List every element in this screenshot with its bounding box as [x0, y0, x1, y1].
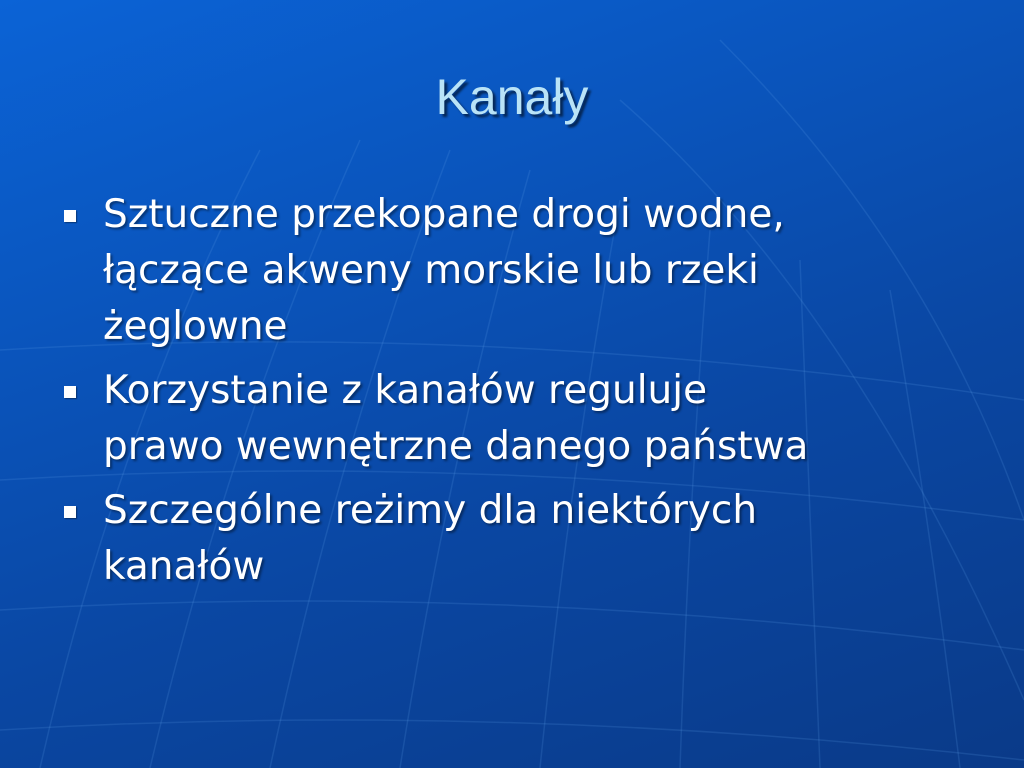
bullet-3-line-2: kanałów: [103, 544, 265, 589]
bullet-1-line-1: Sztuczne przekopane drogi wodne,: [103, 192, 785, 237]
bullet-2-line-2: prawo wewnętrzne danego państwa: [103, 424, 809, 469]
bullet-item-2: [58, 363, 958, 475]
bullet-item-1: [58, 187, 958, 355]
bullet-1-line-2: łączące akweny morskie lub rzeki: [103, 248, 759, 293]
bullet-item-3: [58, 483, 958, 595]
slide-title: Kanały: [435, 69, 589, 125]
square-bullet-icon: [64, 210, 76, 222]
bullet-list: [58, 187, 958, 603]
square-bullet-icon: [64, 506, 76, 518]
square-bullet-icon: [64, 386, 76, 398]
bullet-1-line-3: żeglowne: [103, 304, 288, 349]
bullet-3-line-1: Szczególne reżimy dla niektórych: [103, 488, 758, 533]
bullet-2-line-1: Korzystanie z kanałów reguluje: [103, 368, 708, 413]
